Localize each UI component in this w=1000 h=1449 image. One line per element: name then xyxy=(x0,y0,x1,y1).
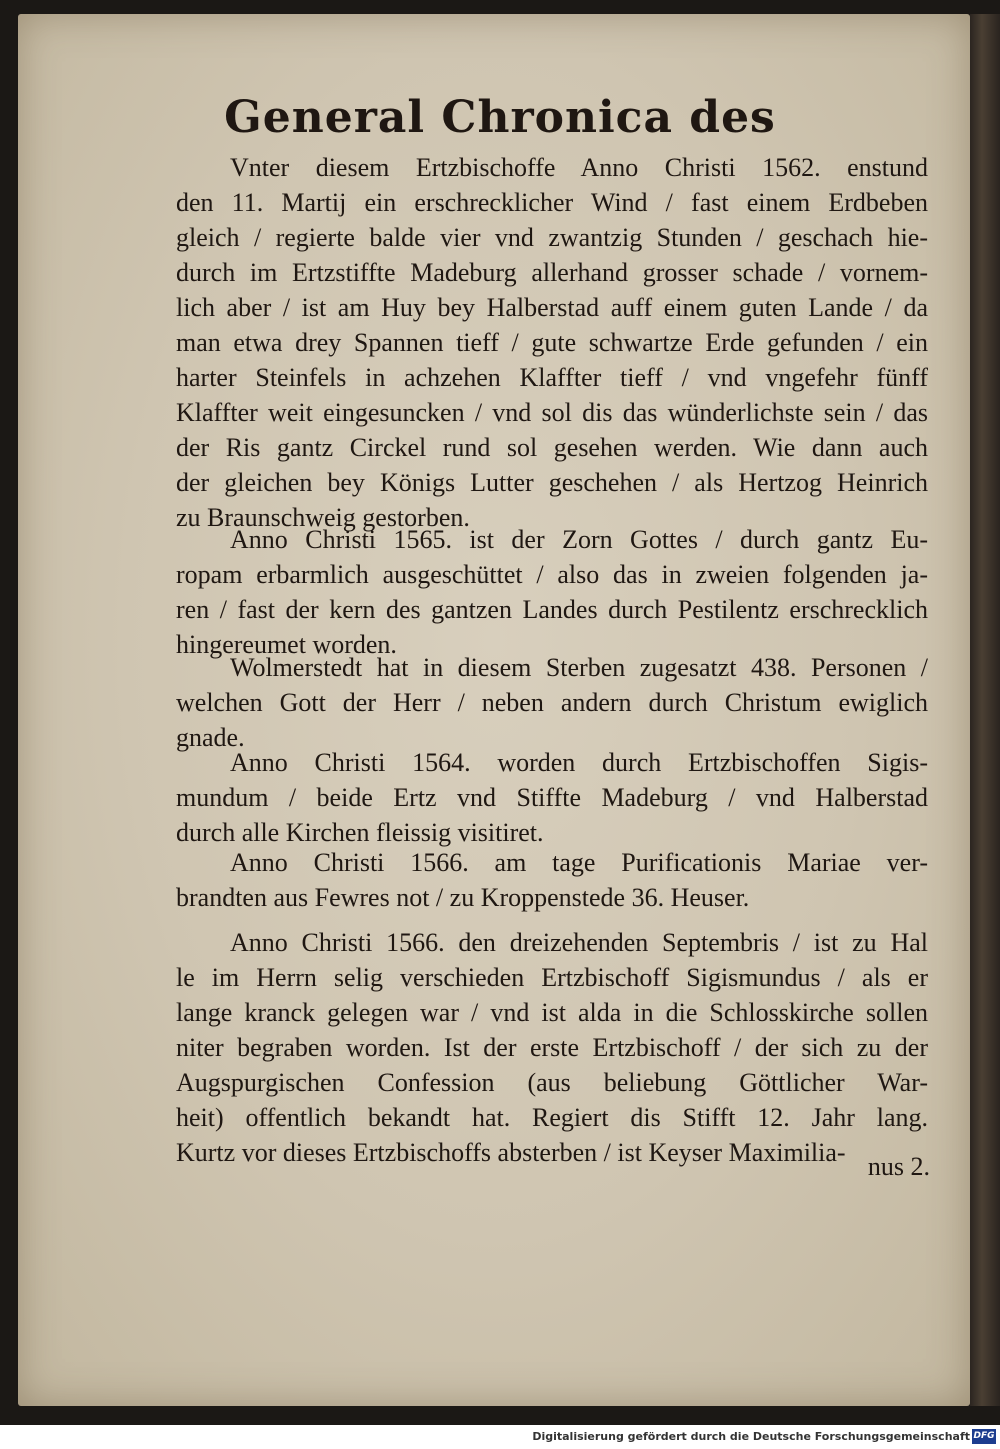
paragraph xyxy=(176,925,928,1170)
paragraph xyxy=(176,845,928,915)
text-line: Wolmerstedt hat in diesem Sterben zugesatzt 438. Personen / xyxy=(230,653,928,682)
text-line: zu Braunschweig gestorben. xyxy=(176,503,470,532)
text-line: den 11. Martij ein erschrecklicher Wind / fast einem Erdbeben xyxy=(176,188,928,217)
funding-notice: Digitalisierung gefördert durch die Deutsche Forschungsgemeinschaft xyxy=(532,1430,970,1443)
text-line: Anno Christi 1565. ist der Zorn Gottes / durch gantz Eu- xyxy=(230,525,928,554)
text-line: mundum / beide Ertz vnd Stiffte Madeburg / vnd Halberstad xyxy=(176,783,928,812)
text-line: brandten aus Fewres not / zu Kroppenstede 36. Heuser. xyxy=(176,883,750,912)
dfg-logo: DFG xyxy=(972,1429,996,1444)
text-line: lich aber / ist am Huy bey Halberstad auff einem guten Lande / da xyxy=(176,293,928,322)
footer-bar xyxy=(0,1425,1000,1449)
catchword: nus 2. xyxy=(867,1152,930,1181)
text-line: hingereumet worden. xyxy=(176,630,397,659)
text-line: man etwa drey Spannen tieff / gute schwartze Erde gefunden / ein xyxy=(176,328,928,357)
text-line: Klaffter weit eingesuncken / vnd sol dis das wünderlichste sein / das xyxy=(176,398,928,427)
paragraph xyxy=(176,745,928,850)
text-line: le im Herrn selig verschieden Ertzbischoff Sigismundus / als er xyxy=(176,963,928,992)
text-line: durch im Ertzstiffte Madeburg allerhand grosser schade / vornem- xyxy=(176,258,928,287)
text-line: gleich / regierte balde vier vnd zwantzig Stunden / geschach hie- xyxy=(176,223,928,252)
page-edge xyxy=(970,14,1000,1406)
paragraph xyxy=(176,150,928,535)
text-line: ropam erbarmlich ausgeschüttet / also das in zweien folgenden ja- xyxy=(176,560,928,589)
text-line: Anno Christi 1566. am tage Purificationis Mariae ver- xyxy=(230,848,928,877)
paragraph xyxy=(176,650,928,755)
text-line: Anno Christi 1564. worden durch Ertzbischoffen Sigis- xyxy=(230,748,928,777)
text-line: Augspurgischen Confession (aus beliebung Göttlicher War- xyxy=(176,1068,928,1097)
text-line: welchen Gott der Herr / neben andern durch Christum ewiglich xyxy=(176,688,928,717)
text-line: lange kranck gelegen war / vnd ist alda in die Schlosskirche sollen xyxy=(176,998,928,1027)
text-line: ren / fast der kern des gantzen Landes durch Pestilentz erschrecklich xyxy=(176,595,928,624)
text-line: Anno Christi 1566. den dreizehenden Septembris / ist zu Hal xyxy=(230,928,928,957)
text-line: harter Steinfels in achzehen Klaffter tieff / vnd vngefehr fünff xyxy=(176,363,928,392)
paragraph xyxy=(176,522,928,662)
text-line: durch alle Kirchen fleissig visitiret. xyxy=(176,818,544,847)
text-line: Vnter diesem Ertzbischoffe Anno Christi 1562. enstund xyxy=(230,153,928,182)
text-line: der Ris gantz Circkel rund sol gesehen werden. Wie dann auch xyxy=(176,433,928,462)
text-line: gnade. xyxy=(176,723,245,752)
text-line: heit) offentlich bekandt hat. Regiert dis Stifft 12. Jahr lang. xyxy=(176,1103,928,1132)
text-line: Kurtz vor dieses Ertzbischoffs absterben / ist Keyser Maximilia- xyxy=(176,1138,846,1167)
text-line: der gleichen bey Königs Lutter geschehen / als Hertzog Heinrich xyxy=(176,468,928,497)
text-line: niter begraben worden. Ist der erste Ertzbischoff / der sich zu der xyxy=(176,1033,928,1062)
page-heading: General Chronica des xyxy=(224,92,776,143)
